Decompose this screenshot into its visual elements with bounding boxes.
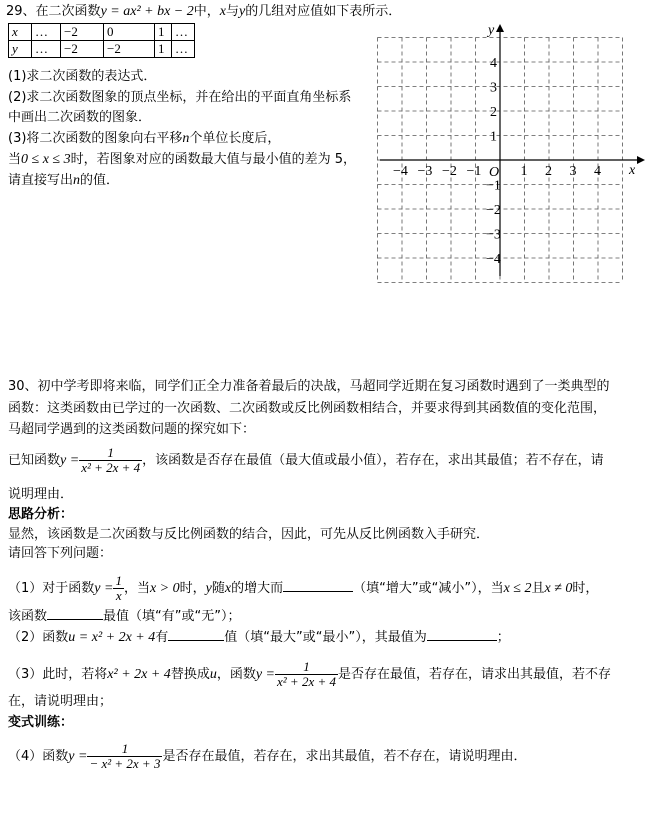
table-cell: … (172, 41, 195, 58)
q30-known-function (8, 444, 604, 478)
q30-sub2-has: 有 (155, 630, 169, 645)
q29-p3-ask: 请直接写出 (8, 173, 74, 188)
q30-sub1-pre: （1）对于函数 (8, 581, 95, 596)
answer-blank[interactable] (47, 607, 103, 620)
q30-intro-line2: 函数：这类函数由已学过的一次函数、二次函数或反比例函数相结合，并要求得到其函数值的变化范围， (8, 401, 607, 416)
q30-sub1-mid: ，当 (123, 581, 150, 596)
answer-blank[interactable] (283, 579, 353, 592)
table-cell: y (9, 41, 32, 58)
q30-sub1-line2-post: 最值（填“有”或“无”）； (103, 609, 241, 624)
table-cell: −2 (61, 41, 104, 58)
y-axis-label: y (488, 23, 495, 38)
q30-analysis-title: 思路分析： (8, 507, 74, 522)
q29-n-2: n (73, 173, 81, 188)
fraction-numerator: 1 (303, 659, 310, 674)
q30-answer-prompt: 请回答下列问题： (8, 546, 113, 561)
q29-intro-pre: 在二次函数 (35, 4, 101, 19)
q29-intro-post: 的几组对应值如下表所示． (245, 4, 402, 19)
q30-sub3-line1 (8, 658, 611, 692)
q30-sub4-pre: （4）函数 (8, 749, 69, 764)
q29-function: y = ax² + bx − 2 (100, 4, 194, 19)
q30-sub2-pre: （2）函数 (8, 630, 69, 645)
y-tick-label: −4 (486, 252, 501, 267)
q30-sub1-mid4: 的增大而 (231, 581, 284, 596)
x-tick-label: −2 (442, 164, 457, 179)
fraction-numerator: 1 (115, 573, 122, 588)
q29-value-table (8, 23, 195, 58)
q30-known-pre: 已知函数 (8, 453, 61, 468)
answer-blank[interactable] (427, 628, 497, 641)
table-cell: x (9, 24, 32, 41)
q29-n: n (182, 131, 190, 146)
q29-var-x: x (219, 4, 226, 19)
q30-sub4 (8, 740, 526, 774)
q30-sub3-post: 是否存在最值，若存在，请求出其最值，若不存 (338, 667, 612, 682)
x-tick-label: −4 (393, 164, 408, 179)
q30-sub1-fill1: （填“增大”或“减小”），当 (353, 581, 504, 596)
y-tick-label: 4 (490, 56, 497, 71)
y-tick-label: 2 (490, 105, 497, 120)
q29-intro-mid: 中， (193, 4, 220, 19)
q30-known-post: ，该函数是否存在最值（最大值或最小值），若存在，求出其最值；若不存在，请 (142, 453, 604, 468)
table-row-y (9, 41, 195, 58)
x-tick-label: 1 (520, 164, 528, 179)
x-tick-label: 2 (545, 164, 552, 179)
q30-intro-line1: 30、初中学考即将来临，同学们正全力准备着最后的决战，马超同学近期在复习函数时遇到了一类典型的 (8, 379, 610, 394)
q29-var-y: y (239, 4, 246, 19)
q30-sub4-fraction (87, 742, 162, 771)
x-tick-label: −3 (417, 164, 433, 179)
q30-sub1-and: 且 (531, 581, 545, 596)
x-axis-label: x (629, 163, 636, 178)
table-cell: … (32, 24, 61, 41)
q30-variant-title: 变式训练： (8, 715, 74, 730)
fraction-numerator: 1 (121, 741, 129, 756)
q29-p3-post: 个单位长度后， (189, 131, 281, 146)
q30-sub4-y: y = (68, 749, 88, 764)
q30-known-y: y = (60, 453, 80, 468)
x-tick-label: −1 (466, 164, 482, 179)
q30-sub1-cond: x > 0 (149, 581, 180, 596)
table-cell: 1 (155, 24, 172, 41)
fraction-denominator: x² + 2x + 4 (81, 460, 141, 475)
fraction-denominator: x (113, 588, 124, 603)
q30-sub3-fraction (275, 660, 338, 689)
q29-part2-line1: (2)求二次函数图象的顶点坐标，并在给出的平面直角坐标系 (8, 90, 352, 105)
origin-label: O (489, 165, 500, 180)
fraction-denominator: − x² + 2x + 3 (89, 756, 161, 771)
q30-intro-line3: 马超同学遇到的这类函数问题的探究如下： (8, 422, 256, 437)
table-cell: 1 (155, 41, 172, 58)
x-tick-label: 4 (594, 164, 601, 179)
y-tick-label: −3 (486, 227, 501, 243)
y-tick-label: −1 (486, 178, 501, 194)
y-tick-label: 3 (490, 80, 497, 96)
y-tick-label: −2 (486, 203, 501, 218)
q30-sub3-mid: 替换成 (170, 667, 210, 682)
q30-sub1-end: 时， (572, 581, 599, 596)
q29-number: 29、 (6, 4, 36, 19)
q30-sub3-line2: 在，请说明理由； (8, 694, 113, 709)
table-cell: 0 (104, 24, 155, 41)
q29-p3-end: 的值． (80, 173, 120, 188)
x-tick-label: 3 (569, 164, 577, 179)
q29-part1: (1)求二次函数的表达式． (8, 69, 157, 84)
q30-sub1-xvar: x (224, 581, 232, 596)
q30-known-line2: 说明理由． (8, 487, 74, 502)
coordinate-plane (375, 18, 650, 283)
q30-sub1-y: y = (94, 581, 114, 596)
q30-sub2 (8, 628, 510, 647)
q29-stem (6, 2, 401, 21)
q30-sub1-fraction (113, 574, 124, 603)
y-tick-label: 1 (490, 129, 497, 145)
q30-sub3-mid2: ，函数 (216, 667, 256, 682)
table-cell: −2 (61, 24, 104, 41)
fraction-denominator: x² + 2x + 4 (277, 674, 336, 689)
q30-sub2-end: ； (496, 630, 510, 645)
q29-part3-line1 (8, 129, 280, 148)
q30-sub1-cond3: x ≠ 0 (544, 581, 573, 596)
q29-intro-and: 与 (225, 4, 239, 19)
table-cell: −2 (104, 41, 155, 58)
q30-analysis-text: 显然，该函数是二次函数与反比例函数的结合，因此，可先从反比例函数入手研究． (8, 527, 490, 542)
answer-blank[interactable] (168, 628, 224, 641)
q29-part3-line3 (8, 171, 119, 190)
q30-sub2-mid: 值（填“最大”或“最小”），其最值为 (224, 630, 427, 645)
table-cell: … (32, 41, 61, 58)
q30-sub1-yvar: y (205, 581, 212, 596)
q29-range: 0 ≤ x ≤ 3 (21, 152, 71, 167)
q30-sub1-line1 (8, 574, 598, 604)
x-axis-arrow (637, 156, 645, 164)
q30-sub3-y: y = (255, 667, 276, 682)
q30-sub1-line2 (8, 607, 240, 626)
q30-sub3-expr: x² + 2x + 4 (107, 667, 171, 682)
table-row-x (9, 24, 195, 41)
q29-part2-line2: 中画出二次函数的图象． (8, 110, 152, 125)
q29-part3-line2 (8, 150, 356, 169)
q30-sub3-pre: （3）此时，若将 (8, 667, 108, 682)
q30-sub2-func: u = x² + 2x + 4 (68, 630, 156, 645)
q29-p3-when: 当 (8, 152, 22, 167)
q30-sub3-u: u (209, 667, 217, 682)
q30-sub1-mid3: 随 (211, 581, 225, 596)
y-axis-arrow (496, 24, 504, 32)
q30-sub1-cond2: x ≤ 2 (503, 581, 532, 596)
q29-p3-pre: (3)将二次函数的图象向右平移 (8, 131, 183, 146)
q30-known-fraction (79, 446, 142, 475)
q30-sub4-post: 是否存在最值，若存在，求出其最值，若不存在，请说明理由． (162, 749, 527, 764)
table-cell: … (172, 24, 195, 41)
q30-sub1-line2-pre: 该函数 (8, 609, 48, 624)
fraction-numerator: 1 (107, 445, 114, 460)
q30-sub1-mid2: 时， (179, 581, 206, 596)
q29-p3-cond: 时，若图象对应的函数最大值与最小值的差为 5， (70, 152, 357, 167)
